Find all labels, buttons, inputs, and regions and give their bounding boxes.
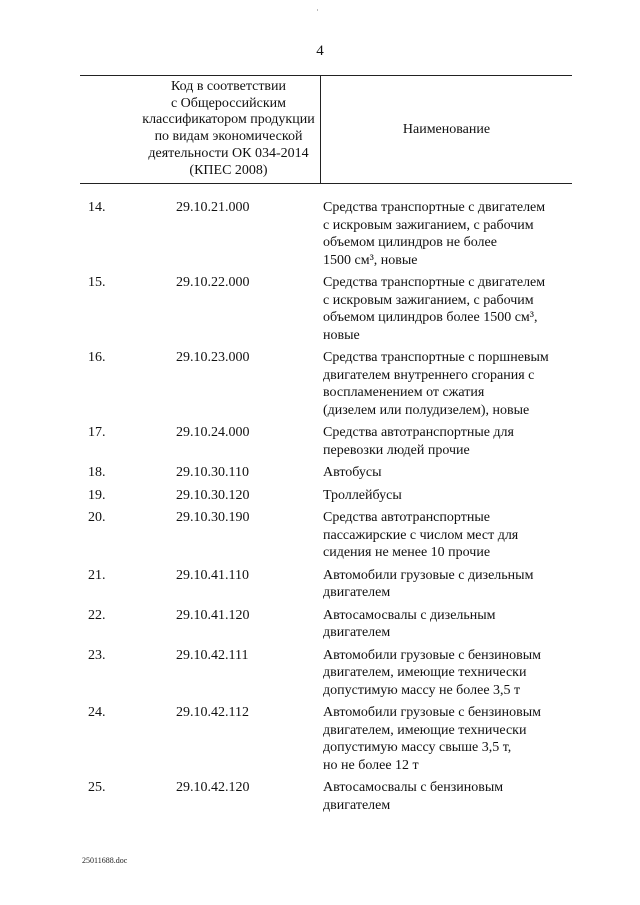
row-code: 29.10.30.120	[176, 487, 250, 503]
row-name-line: объемом цилиндров не более	[323, 235, 497, 250]
row-name-line: объемом цилиндров более 1500 см³,	[323, 310, 538, 325]
header-name-column: Наименование	[402, 121, 491, 137]
row-name-line: с искровым зажиганием, с рабочим	[323, 217, 534, 233]
row-name	[323, 274, 573, 344]
table-row	[0, 567, 640, 602]
table-row	[0, 199, 640, 269]
row-name	[323, 349, 573, 419]
table-row	[0, 487, 640, 505]
scan-mark	[317, 9, 318, 11]
row-name	[323, 199, 573, 269]
row-name-line: Автосамосвалы с бензиновым	[323, 780, 504, 795]
row-name	[323, 607, 573, 642]
row-code: 29.10.21.000	[176, 200, 250, 215]
row-name	[323, 509, 573, 562]
table-row	[0, 647, 640, 700]
row-number: 16.	[88, 350, 106, 365]
row-name	[323, 424, 573, 459]
header-code-line: с Общероссийским	[170, 95, 287, 111]
row-code: 29.10.42.120	[176, 780, 250, 795]
row-code: 29.10.30.110	[176, 465, 249, 480]
row-name-line: двигателем внутреннего сгорания с	[323, 367, 535, 383]
row-number: 25.	[88, 780, 106, 795]
table-row	[0, 464, 640, 482]
row-number: 14.	[88, 200, 106, 215]
row-code: 29.10.42.112	[176, 705, 249, 720]
row-number: 15.	[88, 275, 106, 290]
table-row	[0, 349, 640, 419]
table-body	[0, 199, 640, 819]
row-name-line: Средства транспортные с поршневым	[323, 350, 549, 365]
row-code: 29.10.22.000	[176, 275, 250, 290]
table-row	[0, 509, 640, 562]
row-code: 29.10.30.190	[176, 510, 250, 525]
row-name	[323, 567, 573, 602]
row-name	[323, 487, 573, 505]
row-number: 23.	[88, 647, 106, 663]
row-name-line: Автомобили грузовые с бензиновым	[323, 647, 541, 663]
header-code-column	[136, 79, 321, 179]
table-row	[0, 274, 640, 344]
page-number: 4	[316, 43, 324, 59]
row-code: 29.10.24.000	[176, 425, 250, 440]
document-filename: 25011688.doc	[82, 856, 128, 865]
row-name-line: перевозки людей прочие	[323, 442, 470, 458]
header-code-line: классификатором продукции	[142, 112, 315, 128]
row-name-line: Автомобили грузовые с бензиновым	[323, 705, 541, 720]
row-number: 21.	[88, 567, 106, 583]
row-name-line: Автобусы	[323, 465, 382, 480]
row-number: 24.	[88, 705, 106, 720]
row-number: 19.	[88, 487, 106, 503]
row-name-line: двигателем, имеющие технически	[323, 722, 527, 738]
header-code-line: деятельности ОК 034-2014	[148, 145, 309, 161]
row-name-line: Автомобили грузовые с дизельным	[323, 567, 534, 583]
row-code: 29.10.42.111	[176, 647, 249, 663]
row-name	[323, 464, 573, 482]
row-name-line: двигателем, имеющие технически	[323, 665, 527, 680]
row-name-line: двигателем	[323, 625, 391, 640]
row-name-line: двигателем	[323, 797, 391, 813]
row-code: 29.10.41.120	[176, 607, 250, 623]
row-name-line: 1500 см³, новые	[323, 252, 418, 268]
row-code: 29.10.23.000	[176, 350, 250, 365]
header-code-line: Код в соответствии	[170, 79, 287, 94]
row-name-line: Средства автотранспортные для	[323, 425, 514, 440]
row-name	[323, 647, 573, 700]
row-name-line: пассажирские с числом мест для	[323, 527, 519, 543]
table-row	[0, 704, 640, 774]
row-name	[323, 779, 573, 814]
row-name-line: но не более 12 т	[323, 757, 419, 773]
row-name-line: с искровым зажиганием, с рабочим	[323, 292, 534, 308]
table-row	[0, 424, 640, 459]
row-name-line: Троллейбусы	[323, 487, 402, 503]
row-name-line: воспламенением от сжатия	[323, 385, 485, 400]
row-name-line: допустимую массу не более 3,5 т	[323, 682, 521, 698]
row-number: 22.	[88, 607, 106, 623]
row-name-line: двигателем	[323, 585, 391, 600]
row-name-line: Средства транспортные с двигателем	[323, 200, 546, 215]
row-name	[323, 704, 573, 774]
row-name-line: Средства транспортные с двигателем	[323, 275, 546, 290]
row-code: 29.10.41.110	[176, 567, 249, 583]
row-number: 17.	[88, 425, 106, 440]
row-name-line: (дизелем или полудизелем), новые	[323, 402, 530, 418]
row-name-line: Автосамосвалы с дизельным	[323, 607, 496, 623]
row-number: 20.	[88, 510, 106, 525]
table-header	[80, 75, 572, 184]
row-name-line: допустимую массу свыше 3,5 т,	[323, 740, 512, 755]
row-name-line: Средства автотранспортные	[323, 510, 490, 525]
row-name-line: сидения не менее 10 прочие	[323, 545, 491, 560]
table-row	[0, 779, 640, 814]
table-row	[0, 607, 640, 642]
header-code-line: (КПЕС 2008)	[189, 162, 268, 178]
row-number: 18.	[88, 465, 106, 480]
row-name-line: новые	[323, 327, 360, 343]
header-code-line: по видам экономической	[154, 129, 303, 145]
